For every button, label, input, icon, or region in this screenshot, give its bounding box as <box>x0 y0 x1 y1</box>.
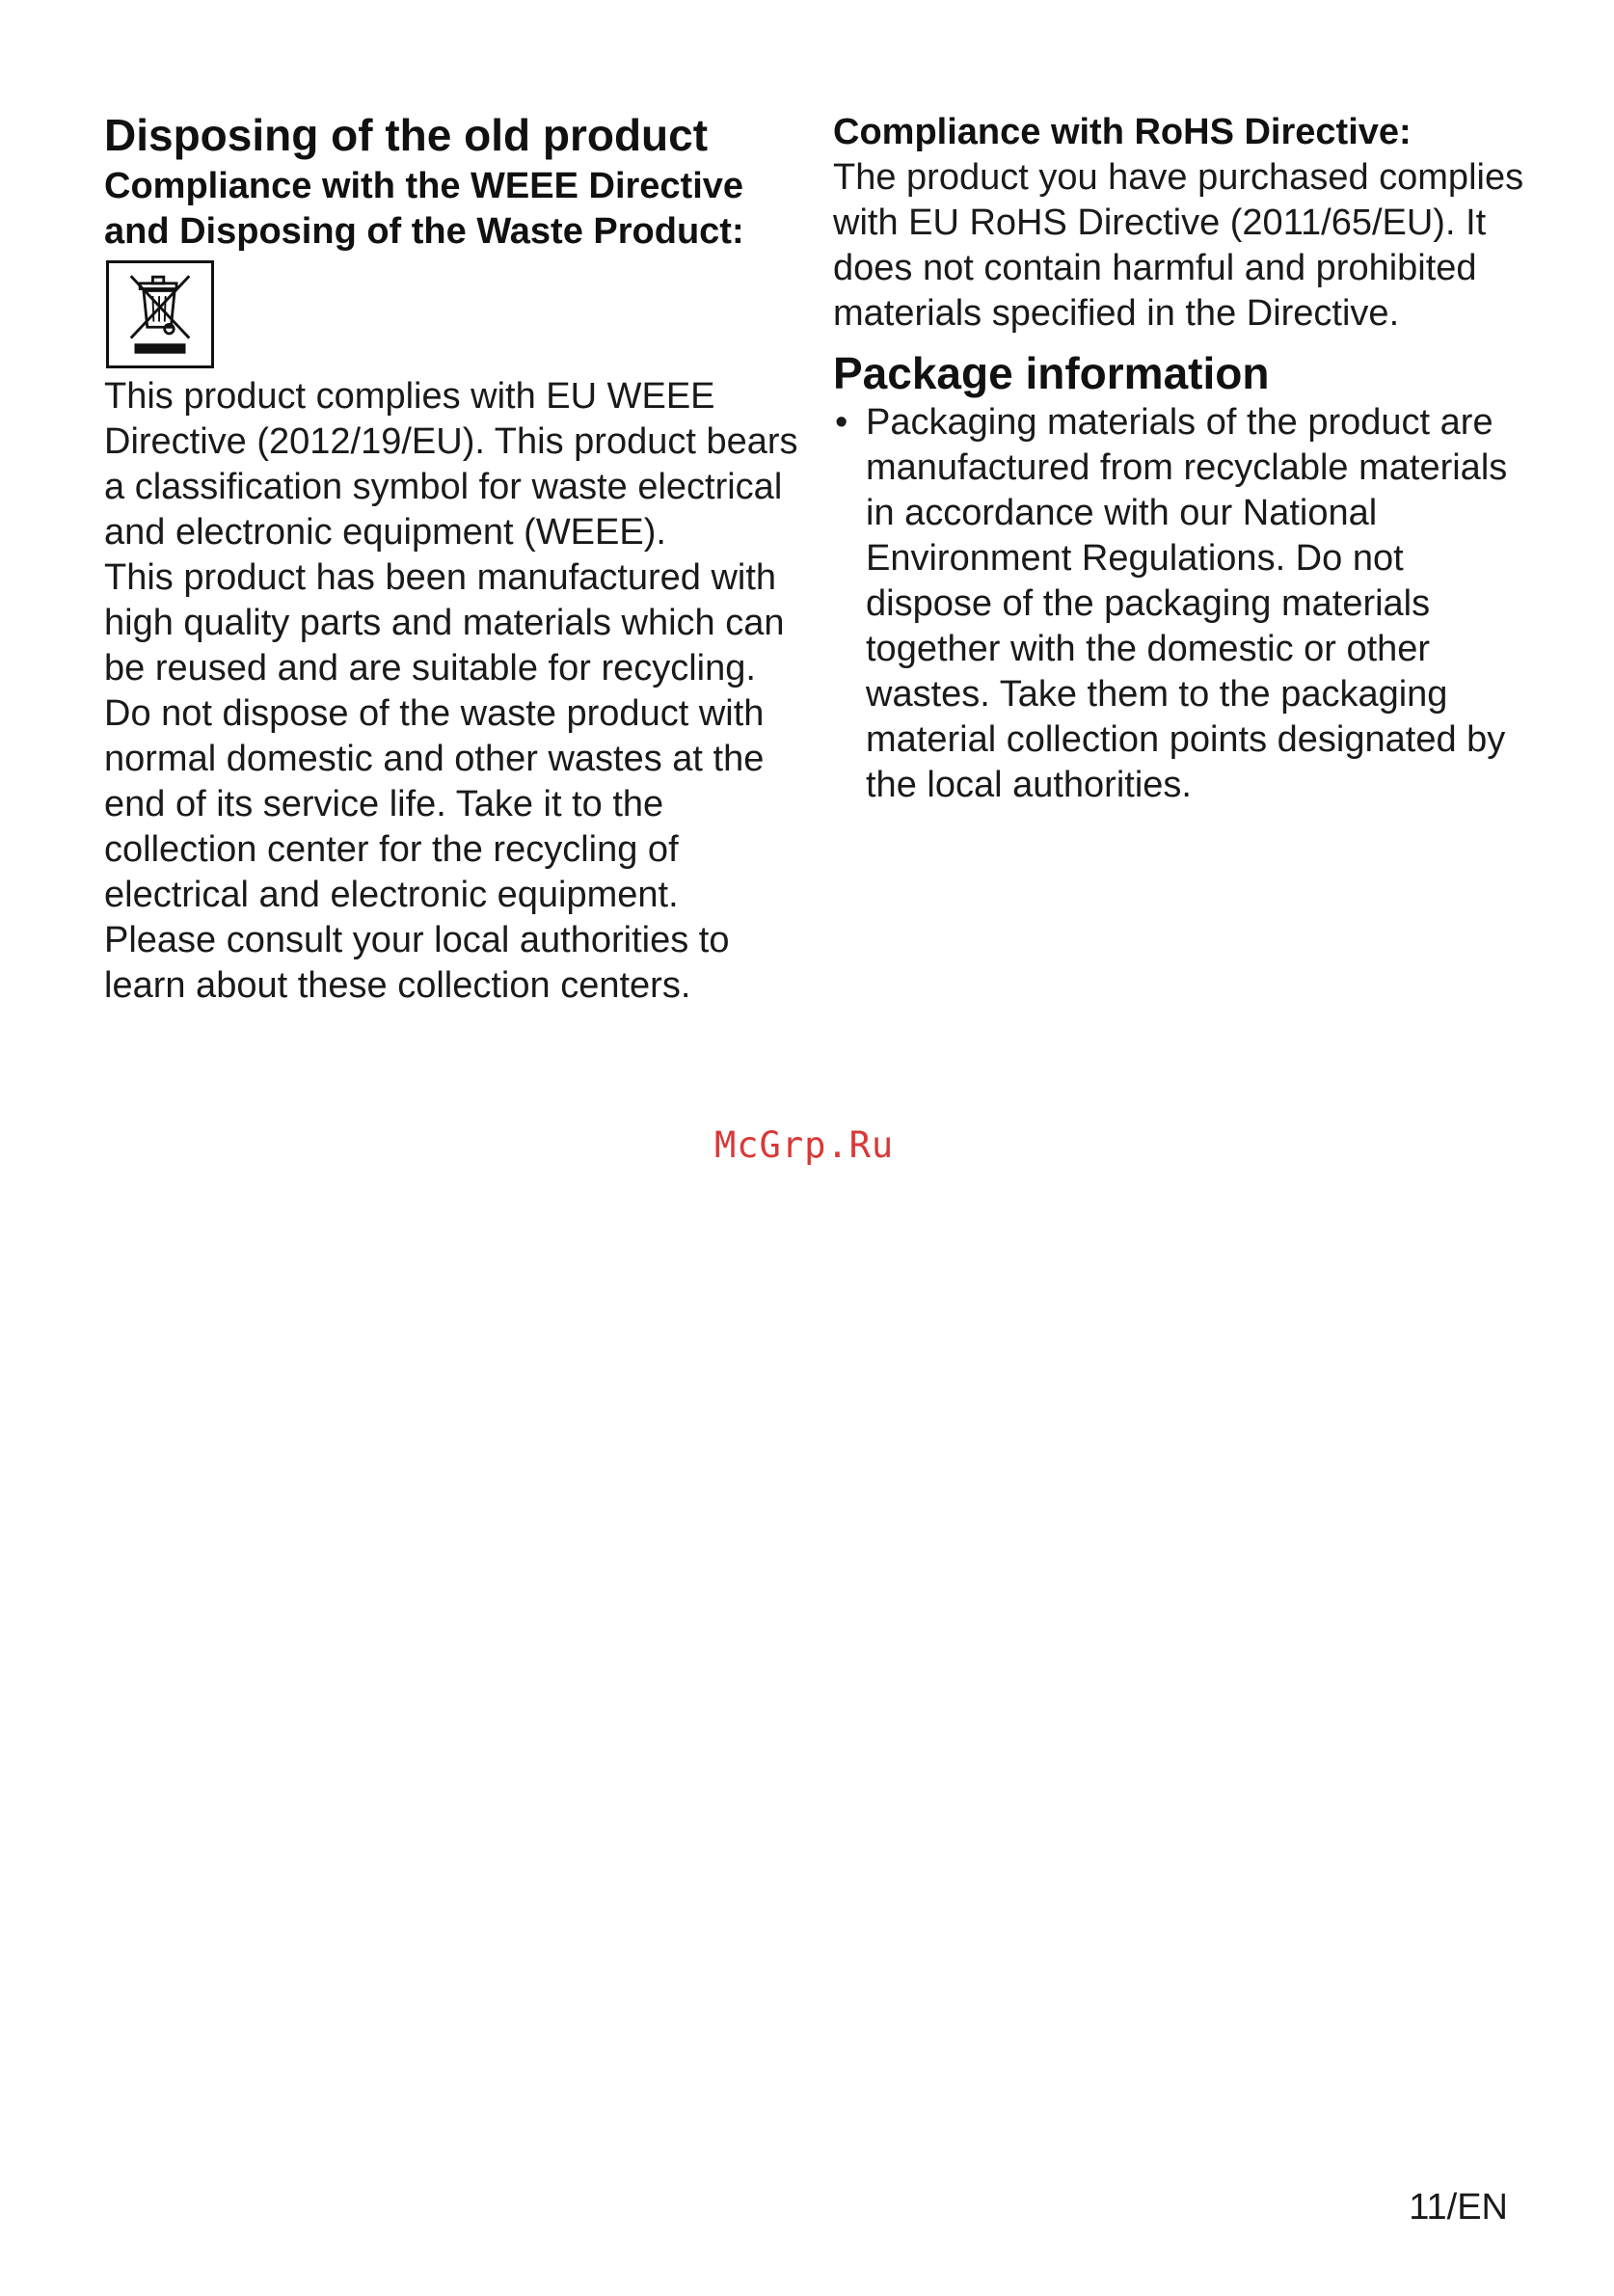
rohs-text: The product you have purchased complies with EU RoHS Directive (2011/65/EU). It does not contain harmful and prohibited materials specified in the Directive. <box>833 157 1524 334</box>
page-number: 11/EN <box>1409 2187 1508 2228</box>
section-title-disposing: Disposing of the old product <box>104 110 709 160</box>
list-item <box>833 400 1527 808</box>
package-bullet-list <box>833 400 1527 808</box>
left-column <box>104 108 798 1009</box>
section-title-package: Package information <box>833 348 1270 398</box>
crossed-out-wheelie-bin-icon <box>106 260 214 368</box>
rohs-heading: Compliance with RoHS Directive: <box>833 112 1412 152</box>
package-bullet-text: Packaging materials of the product are manufactured from recyclable materials in accordance with our National Environment Regulations. Do not dispose of the packaging materials together with the domestic or other wastes. Take them to the packaging material collection points designated by the local authorities. <box>866 402 1508 805</box>
weee-paragraph-2: This product has been manufactured with high quality parts and materials which can be reused and are suitable for recycling. Do not dispose of the waste product with normal domestic and other wastes at the end of its service life. Take it to the collection center for the recycling of electrical and electronic equipment. Please consult your local authorities to learn about these collection centers. <box>104 557 785 1006</box>
weee-heading: Compliance with the WEEE Directive and Disposing of the Waste Product: <box>104 166 744 252</box>
weee-paragraph-1: This product complies with EU WEEE Directive (2012/19/EU). This product bears a classification symbol for waste electrical and electronic equipment (WEEE). <box>104 376 798 553</box>
right-column <box>833 108 1527 808</box>
watermark: McGrp.Ru <box>714 1124 895 1166</box>
bullet-icon: • <box>835 402 848 443</box>
